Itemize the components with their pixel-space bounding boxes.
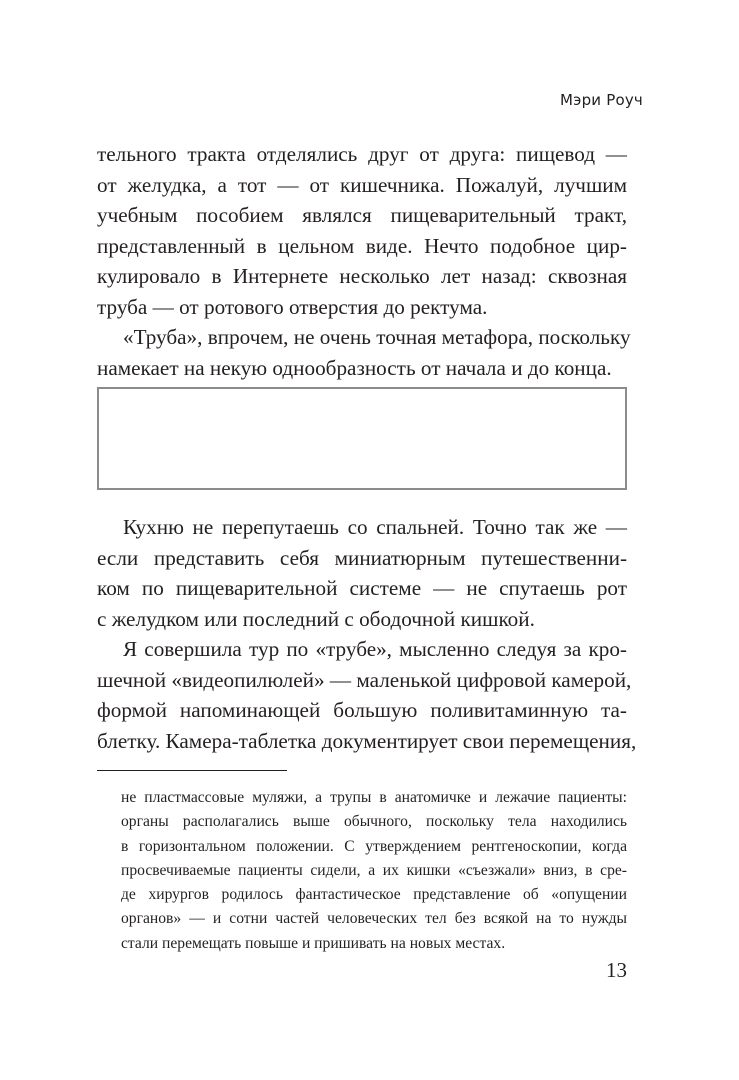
text-line: «Труба», впрочем, не очень точная метафора, поскольку (123, 325, 631, 349)
text-line: Кухню не перепутаешь со спальней. Точно так же — (123, 515, 627, 539)
footnote-line: стали перемещать повыше и пришивать на новых местах. (121, 934, 506, 952)
text-line: если представить себя миниатюрным путешественни- (97, 545, 627, 570)
running-head: Мэри Роуч (560, 91, 643, 109)
text-line: Я совершила тур по «трубе», мысленно следуя за кро- (123, 637, 627, 661)
footnote-line: органов» — и сотни частей человеческих тел без всякой на то нужды (121, 910, 627, 928)
text-line: тельного тракта отделялись друг от друга: пищевод — (97, 142, 627, 166)
text-line: с желудком или последний с ободочной кишкой. (97, 606, 535, 631)
text-line: от желудка, а тот — от кишечника. Пожалуй, лучшим (97, 172, 627, 197)
text-line: кулировало в Интернете несколько лет назад: сквозная (97, 264, 627, 288)
page-number: 13 (606, 958, 627, 982)
text-line: намекает на некую однообразность от начала и до конца. (97, 355, 612, 380)
text-line: шечной «видеопилюлей» — маленькой цифровой камерой, (97, 667, 632, 692)
text-line: блетку. Камера-таблетка документирует свои перемещения, (97, 728, 637, 753)
text-line: представленный в цельном виде. Нечто подобное цир- (97, 233, 627, 258)
text-line: труба — от ротового отверстия до ректума. (97, 294, 488, 319)
paragraph (97, 512, 627, 634)
footnote-line: просвечиваемые пациенты сидели, а их кишки «съезжали» вниз, в сре- (121, 861, 627, 879)
paragraph (97, 634, 637, 756)
text-line: учебным пособием являлся пищеварительный тракт, (97, 203, 627, 227)
footnote-line: не пластмассовые муляжи, а трупы в анатомичке и лежачие пациенты: (121, 789, 627, 806)
text-line: формой напоминающей большую поливитаминную та- (97, 698, 627, 722)
footnote (121, 786, 627, 956)
body-text-bottom (97, 512, 637, 756)
paragraph (97, 322, 631, 383)
footnote-divider (97, 770, 287, 771)
footnote-line: в горизонтальном положении. С утверждением рентгеноскопии, когда (121, 837, 627, 855)
body-text-top (97, 139, 631, 383)
footnote-line: де хирургов родилось фантастическое представление об «опущении (121, 886, 627, 904)
pull-quote-box (97, 387, 627, 490)
paragraph (97, 139, 627, 322)
footnote-line: органы располагались выше обычного, поскольку тела находились (121, 813, 627, 831)
text-line: ком по пищеварительной системе — не спутаешь рот (97, 576, 627, 600)
